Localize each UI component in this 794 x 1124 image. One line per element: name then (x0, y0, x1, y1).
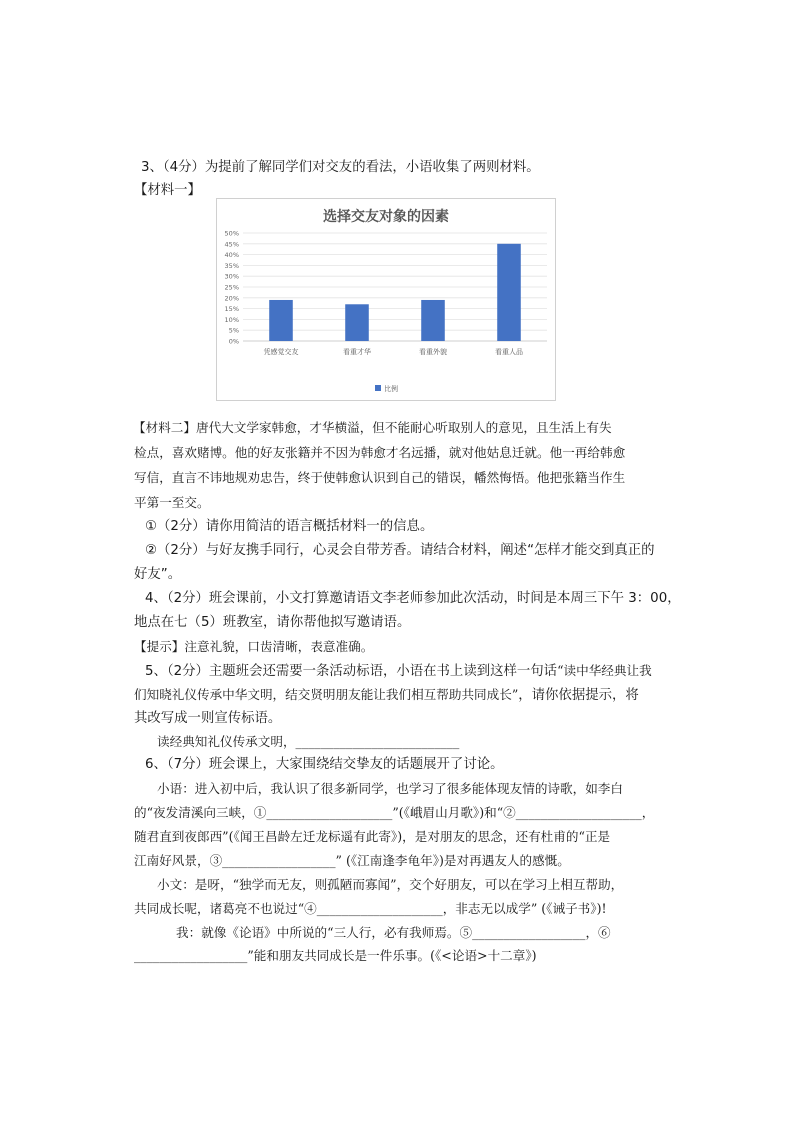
y-tick-label: 10% (224, 315, 239, 324)
q4-hint: 【提示】注意礼貌，口齿清晰，表意准确。 (134, 639, 374, 654)
q3-sub1: ①（2分）请你用简洁的语言概括材料一的信息。 (145, 519, 434, 534)
material2-line-1: 【材料二】唐代大文学家韩愈，才华横溢，但不能耐心听取别人的意见，且生活上有失 (133, 420, 612, 435)
x-tick-label: 看重才华 (343, 348, 371, 356)
y-tick-label: 5% (228, 326, 239, 335)
q6-line-6: 共同成长呢，诸葛亮不也说过“④____________________，非志无以成学” (《诫子书》)! (134, 901, 607, 916)
chart-canvas (217, 199, 555, 400)
x-tick-label: 看重人品 (495, 348, 523, 356)
y-tick-label: 25% (224, 283, 239, 292)
chart-x-axis (264, 347, 524, 356)
q3-intro: 3、（4分）为提前了解同学们对交友的看法，小语收集了两则材料。 (141, 160, 540, 175)
q4-line-2: 地点在七（5）班教室，请你帮他拟写邀请语。 (134, 615, 411, 630)
q3-sub2-line-1: ②（2分）与好友携手同行，心灵会自带芳香。请结合材料，阐述“怎样才能交到真正的 (145, 543, 655, 558)
x-tick-label: 看重外貌 (419, 348, 447, 356)
q5-quote-end: 们知晓礼仪传承中华文明，结交贤明朋友能让我们相互帮助共同成长” (134, 687, 519, 702)
q3-sub2-line-2: 好友”。 (134, 567, 182, 582)
q6-line-2: 的“夜发清溪向三峡，①____________________”(《峨眉山月歌》)和“②____________________， (134, 805, 655, 820)
y-tick-label: 35% (224, 261, 239, 270)
chart-bars (269, 244, 521, 341)
bar-3 (421, 300, 445, 341)
q5-line-1 (145, 661, 652, 682)
y-tick-label: 15% (224, 305, 239, 314)
legend-label: 比例 (384, 385, 398, 393)
material2-line-3: 写信，直言不讳地规劝忠告，终于使韩愈认识到自己的错误，幡然悔悟。他把张籍当作生 (134, 470, 626, 485)
chart-legend (375, 384, 398, 393)
y-tick-label: 45% (224, 240, 239, 249)
material1-label: 【材料一】 (134, 183, 201, 198)
chart-y-axis (225, 230, 239, 346)
y-tick-label: 50% (224, 229, 239, 238)
q5-answer (157, 732, 459, 752)
x-tick-label: 凭感觉交友 (263, 348, 299, 356)
legend-swatch (375, 385, 381, 391)
bar-4 (497, 244, 521, 341)
q5-quote-start: “读中华经典让我 (557, 663, 652, 678)
y-tick-label: 20% (224, 294, 239, 303)
bar-2 (345, 304, 369, 341)
q4-line-1: 4、（2分）班会课前，小文打算邀请语文李老师参加此次活动，时间是本周三下午 3：00， (145, 591, 681, 606)
q6-line-5: 小文：是呀，“独学而无友，则孤陋而寡闻”，交个好朋友，可以在学习上相互帮助， (157, 877, 624, 892)
q5-line-2-text: ，请你依据提示，将 (518, 688, 639, 703)
q6-line-8: __________________”能和朋友共同成长是一件乐事。(《<论语>十二章》) (134, 948, 537, 963)
q6-line-1: 小语：进入初中后，我认识了很多新同学，也学习了很多能体现友情的诗歌，如李白 (157, 781, 623, 796)
factors-bar-chart (216, 198, 556, 401)
q6-line-4: 江南好风景，③__________________” (《江南逢李龟年》)是对再遇友人的感慨。 (134, 853, 570, 868)
y-tick-label: 30% (224, 272, 239, 281)
bar-1 (269, 300, 293, 341)
q5-line-3: 其改写成一则宣传标语。 (134, 711, 282, 726)
q5-line-1-text: 5、（2分）主题班会还需要一条活动标语，小语在书上读到这样一句话 (145, 664, 558, 679)
q5-answer-blank[interactable]: __________________________ (295, 734, 460, 749)
chart-title: 选择交友对象的因素 (323, 209, 449, 225)
q5-answer-prefix: 读经典知礼仪传承文明， (157, 734, 296, 749)
y-tick-label: 0% (228, 337, 239, 346)
q6-line-7: 我：就像《论语》中所说的“三人行，必有我师焉。⑤__________________，⑥ (176, 925, 611, 940)
q5-line-2 (134, 685, 639, 706)
material2-line-2: 检点，喜欢赌博。他的好友张籍并不因为韩愈才名远播，就对他姑息迁就。他一再给韩愈 (134, 445, 626, 460)
y-tick-label: 40% (224, 251, 239, 260)
material2-line-4: 平第一至交。 (134, 495, 210, 510)
q6-line-3: 随君直到夜郎西”(《闻王昌龄左迁龙标遥有此寄》)，是对朋友的思念，还有杜甫的“正是 (134, 829, 611, 844)
q6-intro: 6、（7分）班会课上，大家围绕结交挚友的话题展开了讨论。 (145, 757, 504, 772)
